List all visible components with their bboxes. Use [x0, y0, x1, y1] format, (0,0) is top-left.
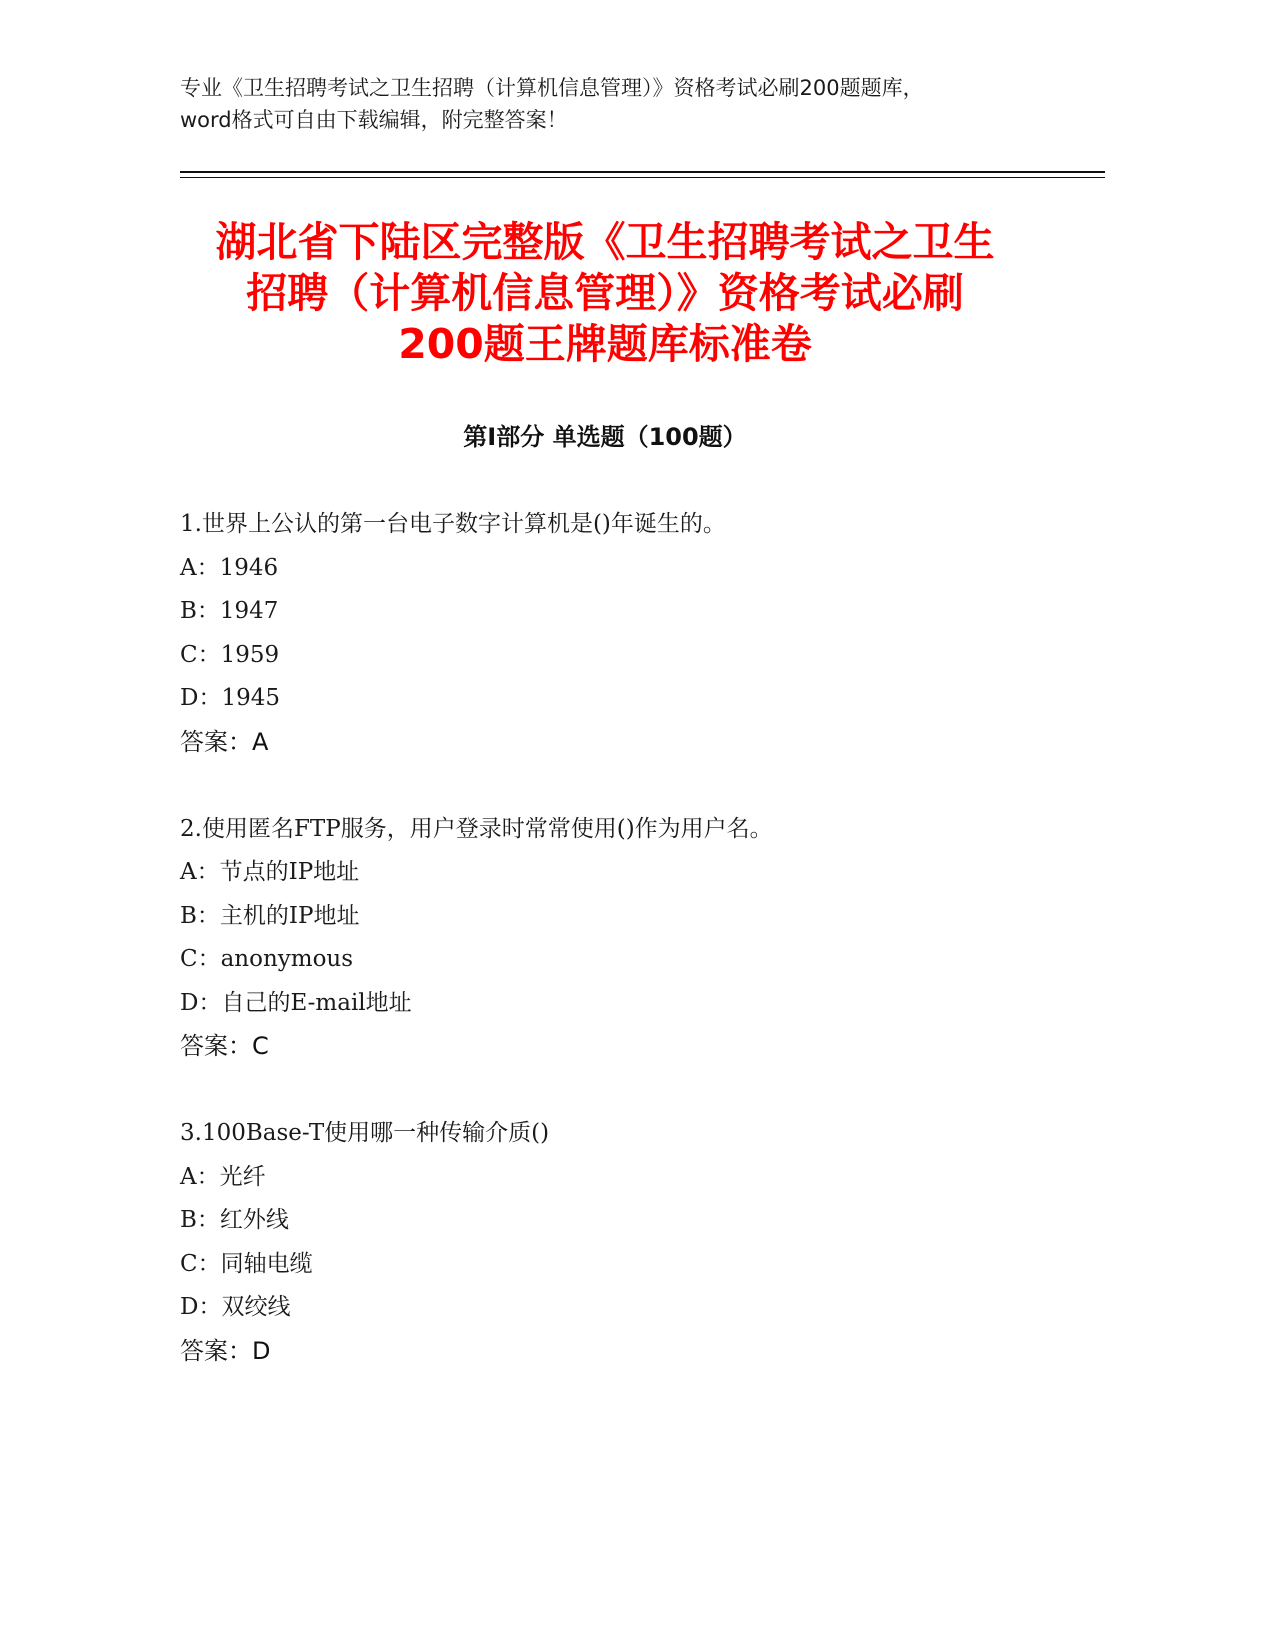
question-stem: 3.100Base-T使用哪一种传输介质()	[180, 1120, 550, 1146]
option-c: C：anonymous	[180, 946, 354, 972]
option-b: B：1947	[180, 598, 279, 624]
option-a: A：节点的IP地址	[180, 859, 360, 885]
document-header	[180, 72, 1105, 136]
option-b: B：红外线	[180, 1207, 289, 1233]
question-item-1	[180, 503, 1105, 764]
header-divider-thin	[180, 177, 1105, 178]
answer-line: 答案：D	[180, 1336, 271, 1365]
option-b: B：主机的IP地址	[180, 902, 360, 929]
question-item-2	[180, 808, 1105, 1069]
document-title	[0, 217, 1210, 370]
question-stem: 1.世界上公认的第一台电子数字计算机是()年诞生的。	[180, 511, 726, 537]
option-c: C：同轴电缆	[180, 1250, 313, 1277]
header-divider-thick	[180, 171, 1105, 173]
option-c: C：1959	[180, 641, 280, 668]
header-line-2: word格式可自由下载编辑，附完整答案！	[180, 108, 568, 132]
answer-line: 答案：A	[180, 727, 269, 756]
question-item-3	[180, 1112, 1105, 1373]
option-d: D：双绞线	[180, 1294, 291, 1320]
header-line-1: 专业《卫生招聘考试之卫生招聘（计算机信息管理）》资格考试必刷200题题库，	[180, 76, 924, 100]
title-line-3: 200题王牌题库标准卷	[398, 320, 812, 368]
answer-line: 答案：C	[180, 1032, 269, 1060]
question-stem: 2.使用匿名FTP服务，用户登录时常常使用()作为用户名。	[180, 815, 773, 842]
question-list	[180, 503, 1105, 1417]
title-line-2: 招聘（计算机信息管理）》资格考试必刷	[246, 269, 964, 317]
option-d: D：1945	[180, 685, 280, 711]
option-d: D：自己的E-mail地址	[180, 989, 412, 1016]
option-a: A：1946	[180, 554, 279, 581]
option-a: A：光纤	[180, 1163, 266, 1190]
section-heading: 第Ⅰ部分 单选题（100题）	[463, 423, 747, 451]
title-line-1: 湖北省下陆区完整版《卫生招聘考试之卫生	[215, 218, 995, 266]
